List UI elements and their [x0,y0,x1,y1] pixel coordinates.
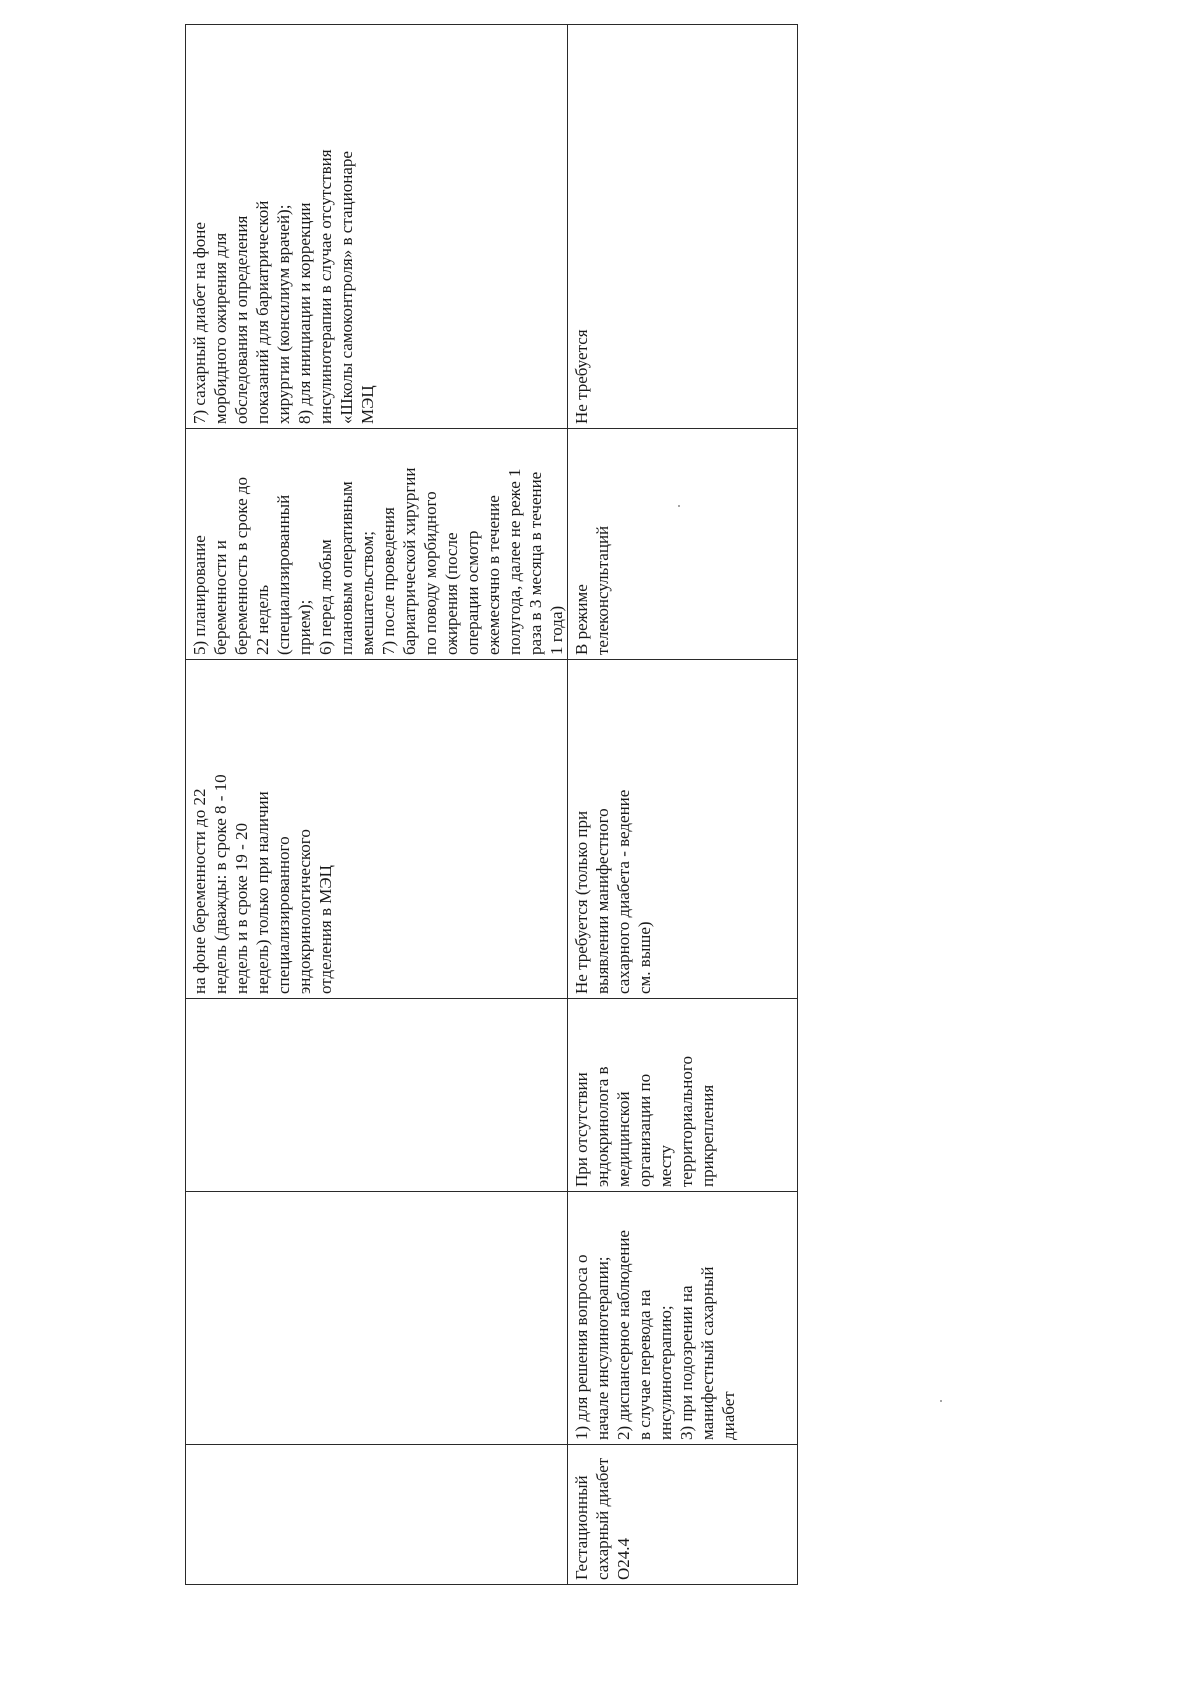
indications-cell [186,1192,568,1445]
consultation-cell: В режиме телеконсультаций [568,429,798,660]
table-row [186,25,568,1585]
condition-cell [186,999,568,1192]
hospitalization-cell: Не требуется (только при выявлении манифестного сахарного диабета - ведение см. выше) [568,660,798,999]
rotated-table-page [185,25,795,1585]
referral-table [185,24,798,1585]
diagnosis-cell [186,1445,568,1585]
condition-cell: При отсутствии эндокринолога в медицинской организации по месту территориального прикрепления [568,999,798,1192]
scan-speck [678,505,680,507]
inpatient-cell: 7) сахарный диабет на фоне морбидного ожирения для обследования и определения показаний для бариатрической хирургии (консилиум врачей); 8) для инициации и коррекции инсулинотерапии в случае отсутствия «Школы самоконтроля» в стационаре МЭЦ [186,25,568,429]
hospitalization-cell: на фоне беременности до 22 недель (дважды: в сроке 8 - 10 недель и в сроке 19 - 20 недель) только при наличии специализированного эндокринологического отделения в МЭЦ [186,660,568,999]
scan-speck [940,1400,942,1402]
inpatient-cell: Не требуется [568,25,798,429]
diagnosis-cell: Гестационный сахарный диабет О24.4 [568,1445,798,1585]
consultation-cell: 5) планирование беременности и беременность в сроке до 22 недель (специализированный прием); 6) перед любым плановым оперативным вмешательством; 7) после проведения бариатрической хирургии по поводу морбидного ожирения (после операции осмотр ежемесячно в течение полугода, далее не реже 1 раза в 3 месяца в течение 1 года) [186,429,568,660]
indications-cell: 1) для решения вопроса о начале инсулинотерапии; 2) диспансерное наблюдение в случае перевода на инсулинотерапию; 3) при подозрении на манифестный сахарный диабет [568,1192,798,1445]
table-row [568,25,798,1585]
